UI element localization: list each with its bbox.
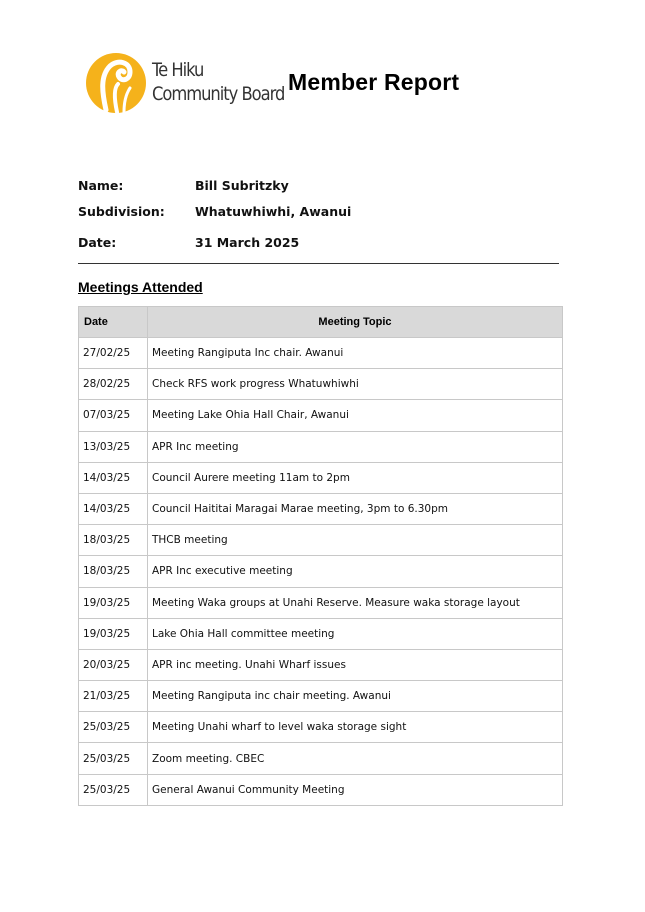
row-topic: Council Aurere meeting 11am to 2pm (148, 462, 563, 493)
table-row (79, 774, 563, 805)
table-row (79, 462, 563, 493)
table-row (79, 525, 563, 556)
table-row (79, 493, 563, 524)
row-topic: Meeting Waka groups at Unahi Reserve. Measure waka storage layout (148, 587, 563, 618)
row-topic: Check RFS work progress Whatuwhiwhi (148, 369, 563, 400)
table-row (79, 369, 563, 400)
row-date: 14/03/25 (79, 462, 148, 493)
row-topic: Meeting Rangiputa inc chair meeting. Awanui (148, 681, 563, 712)
row-topic: APR Inc executive meeting (148, 556, 563, 587)
column-header-topic: Meeting Topic (148, 307, 563, 338)
page-title: Member Report (288, 69, 460, 95)
row-topic: Council Haititai Maragai Marae meeting, 3pm to 6.30pm (148, 493, 563, 524)
name-label: Name: (78, 178, 124, 193)
row-topic: THCB meeting (148, 525, 563, 556)
row-date: 25/03/25 (79, 712, 148, 743)
date-label: Date: (78, 235, 117, 250)
row-topic: Meeting Rangiputa Inc chair. Awanui (148, 338, 563, 369)
subdivision-label: Subdivision: (78, 204, 165, 219)
row-date: 20/03/25 (79, 649, 148, 680)
row-topic: Lake Ohia Hall committee meeting (148, 618, 563, 649)
table-row (79, 712, 563, 743)
table-row (79, 400, 563, 431)
row-date: 18/03/25 (79, 556, 148, 587)
section-heading: Meetings Attended (78, 279, 203, 295)
meetings-table (78, 306, 563, 806)
row-topic: APR Inc meeting (148, 431, 563, 462)
table-row (79, 556, 563, 587)
table-header-row (79, 307, 563, 338)
row-date: 19/03/25 (79, 587, 148, 618)
table-row (79, 743, 563, 774)
logo-line-1: Te Hiku (152, 59, 204, 81)
row-topic: APR inc meeting. Unahi Wharf issues (148, 649, 563, 680)
row-date: 19/03/25 (79, 618, 148, 649)
row-date: 25/03/25 (79, 743, 148, 774)
logo-wordmark (152, 58, 284, 106)
table-row (79, 649, 563, 680)
logo-line-2: Community Board (152, 83, 285, 105)
row-date: 21/03/25 (79, 681, 148, 712)
table-row (79, 431, 563, 462)
table-row (79, 338, 563, 369)
row-date: 18/03/25 (79, 525, 148, 556)
divider (78, 263, 559, 264)
row-topic: Zoom meeting. CBEC (148, 743, 563, 774)
row-date: 25/03/25 (79, 774, 148, 805)
table-row (79, 681, 563, 712)
row-topic: Meeting Lake Ohia Hall Chair, Awanui (148, 400, 563, 431)
date-value: 31 March 2025 (195, 235, 300, 250)
table-row (79, 618, 563, 649)
row-date: 27/02/25 (79, 338, 148, 369)
row-date: 07/03/25 (79, 400, 148, 431)
row-date: 28/02/25 (79, 369, 148, 400)
name-value: Bill Subritzky (195, 178, 289, 193)
subdivision-value: Whatuwhiwhi, Awanui (195, 204, 352, 219)
te-hiku-logo (84, 52, 284, 116)
column-header-date: Date (79, 307, 148, 338)
table-row (79, 587, 563, 618)
row-date: 14/03/25 (79, 493, 148, 524)
koru-logo-icon (84, 52, 148, 116)
row-topic: General Awanui Community Meeting (148, 774, 563, 805)
row-topic: Meeting Unahi wharf to level waka storage sight (148, 712, 563, 743)
row-date: 13/03/25 (79, 431, 148, 462)
